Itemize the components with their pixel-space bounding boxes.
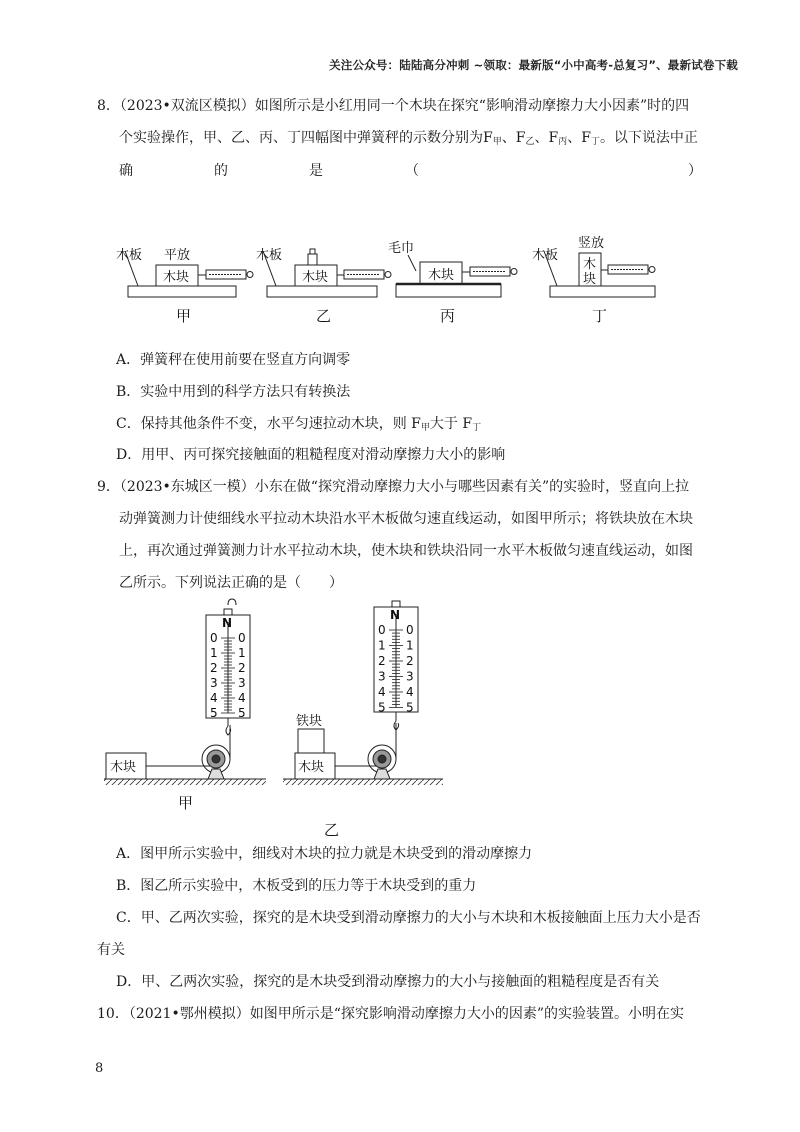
- q8-fig-towel-label: 毛巾: [388, 241, 415, 256]
- q9-fig-block-label-a: 木块: [110, 760, 137, 775]
- q8-option-b: B．实验中用到的科学方法只有转换法: [116, 384, 351, 400]
- scale-a-label-left-3: 3: [210, 676, 218, 690]
- scale-b-label-left-3: 3: [378, 669, 386, 684]
- q8-option-a: A．弹簧秤在使用前要在竖直方向调零: [116, 352, 351, 368]
- scale-a-label-right-0: 0: [238, 631, 246, 645]
- q9-option-c-line2: 有关: [97, 942, 125, 958]
- q9-fig-caption-a: 甲: [178, 794, 194, 812]
- scale-a-label-left-2: 2: [210, 661, 218, 675]
- scale-b-label-left-0: 0: [378, 623, 386, 637]
- q8-line3-c: 是: [309, 163, 323, 179]
- scale-a-label-left-5: 5: [210, 706, 218, 720]
- q8-fig-caption-d: 丁: [592, 307, 608, 325]
- scale-b-label-left-2: 2: [378, 654, 386, 668]
- q8-fig-block-d-char2: 块: [583, 272, 597, 287]
- iron-block: [298, 729, 324, 753]
- board-a: [128, 286, 236, 297]
- q8-fig-board-label-b: 木板: [256, 248, 283, 263]
- q8-line3-a: 确: [119, 163, 133, 179]
- q8-line2: 个实验操作，甲、乙、丙、丁四幅图中弹簧秤的示数分别为$F_甲$、$F_乙$、$F_丙$、$F_丁$。以下说法中正: [119, 130, 698, 147]
- scale-a-label-right-3: 3: [238, 676, 246, 690]
- q9-line1: 9．（2023•东城区一模）小东在做“探究滑动摩擦力大小与哪些因素有关”的实验时，竖直向上拉: [97, 479, 690, 495]
- q8-fig-caption-a: 甲: [176, 307, 192, 325]
- q8-fig-board-label-d: 木板: [532, 248, 559, 263]
- page-number: 8: [95, 1061, 104, 1076]
- scale-a-unit: N: [222, 616, 233, 630]
- q8-fig-block-d-char1: 木: [583, 257, 597, 272]
- q8-option-c: C．保持其他条件不变，水平匀速拉动木块，则 $F_甲$大于 $F_丁$: [116, 416, 482, 433]
- q8-fig-caption-b: 乙: [316, 307, 332, 325]
- q9-line3: 上，再次通过弹簧测力计水平拉动木块，使木块和铁块沿同一水平木板做匀速直线运动，如图: [119, 543, 693, 559]
- scale-b-label-left-4: 4: [378, 685, 386, 699]
- scale-b-label-right-0: 0: [406, 623, 414, 637]
- scale-b-label-left-5: 5: [378, 700, 386, 715]
- scale-a-label-right-5: 5: [238, 706, 246, 720]
- q9-fig-block-label-b: 木块: [298, 760, 325, 775]
- scale-a-label-right-1: 1: [238, 646, 246, 660]
- scale-b-label-right-4: 4: [406, 685, 414, 699]
- scale-a-label-right-2: 2: [238, 661, 246, 675]
- q9-option-c-line1: C．甲、乙两次实验，探究的是木块受到滑动摩擦力的大小与木块和木板接触面上压力大小是否: [116, 910, 701, 926]
- q8-line3-b: 的: [214, 163, 228, 179]
- q9-line4: 乙所示。下列说法正确的是（ ）: [119, 575, 343, 591]
- q9-option-d: D．甲、乙两次实验，探究的是木块受到滑动摩擦力的大小与接触面的粗糙程度是否有关: [116, 974, 660, 990]
- q9-option-b: B．图乙所示实验中，木板受到的压力等于木块受到的重力: [116, 878, 477, 894]
- scale-b-label-right-2: 2: [406, 654, 414, 668]
- q8-option-d: D．用甲、丙可探究接触面的粗糙程度对滑动摩擦力大小的影响: [116, 447, 506, 463]
- scale-b-label-right-3: 3: [406, 669, 414, 684]
- q8-fig-block-label-c: 木块: [428, 268, 455, 283]
- scale-a-label-left-1: 1: [210, 646, 218, 660]
- q9-figure: [98, 595, 448, 845]
- q9-fig-iron-label: 铁块: [296, 714, 323, 729]
- q8-fig-block-label-a: 木块: [163, 270, 190, 285]
- scale-b-unit: N: [390, 608, 401, 622]
- q8-line3-close: ）: [688, 163, 702, 179]
- q8-fig-board-label-a: 木板: [116, 248, 143, 263]
- scale-b-label-right-1: 1: [406, 638, 414, 653]
- page-header: 关注公众号：陆陆高分冲刺 ~领取：最新版“小中高考-总复习”、最新试卷下载: [329, 58, 738, 72]
- q8-figure: [100, 225, 680, 335]
- q8-line1: 8．（2023•双流区模拟）如图所示是小红用同一个木块在探究“影响滑动摩擦力大小因素”时的四: [97, 98, 690, 114]
- scale-a-label-left-4: 4: [210, 691, 218, 705]
- scale-b-label-left-1: 1: [378, 638, 386, 653]
- q8-fig-flat-label: 平放: [164, 248, 191, 263]
- q8-fig-vertical-label: 竖放: [578, 236, 605, 251]
- scale-a-label-left-0: 0: [210, 631, 218, 645]
- scale-a-label-right-4: 4: [238, 691, 246, 705]
- q10-line1: 10．（2021•鄂州模拟）如图甲所示是“探究影响滑动摩擦力大小的因素”的实验装置。小明在实: [97, 1006, 685, 1022]
- q8-fig-block-label-b: 木块: [302, 270, 329, 285]
- q9-line2: 动弹簧测力计使细线水平拉动木块沿水平木板做匀速直线运动，如图甲所示；将铁块放在木块: [119, 511, 693, 527]
- q9-option-a: A．图甲所示实验中，细线对木块的拉力就是木块受到的滑动摩擦力: [116, 846, 533, 862]
- board-d: [550, 286, 655, 297]
- q8-line3-open: （: [405, 163, 419, 179]
- q8-fig-caption-c: 丙: [440, 307, 456, 325]
- weight-b: [308, 254, 317, 265]
- board-c: [396, 284, 501, 297]
- scale-b-label-right-5: 5: [406, 700, 414, 715]
- board-b: [267, 286, 377, 297]
- q9-fig-caption-b: 乙: [324, 821, 340, 839]
